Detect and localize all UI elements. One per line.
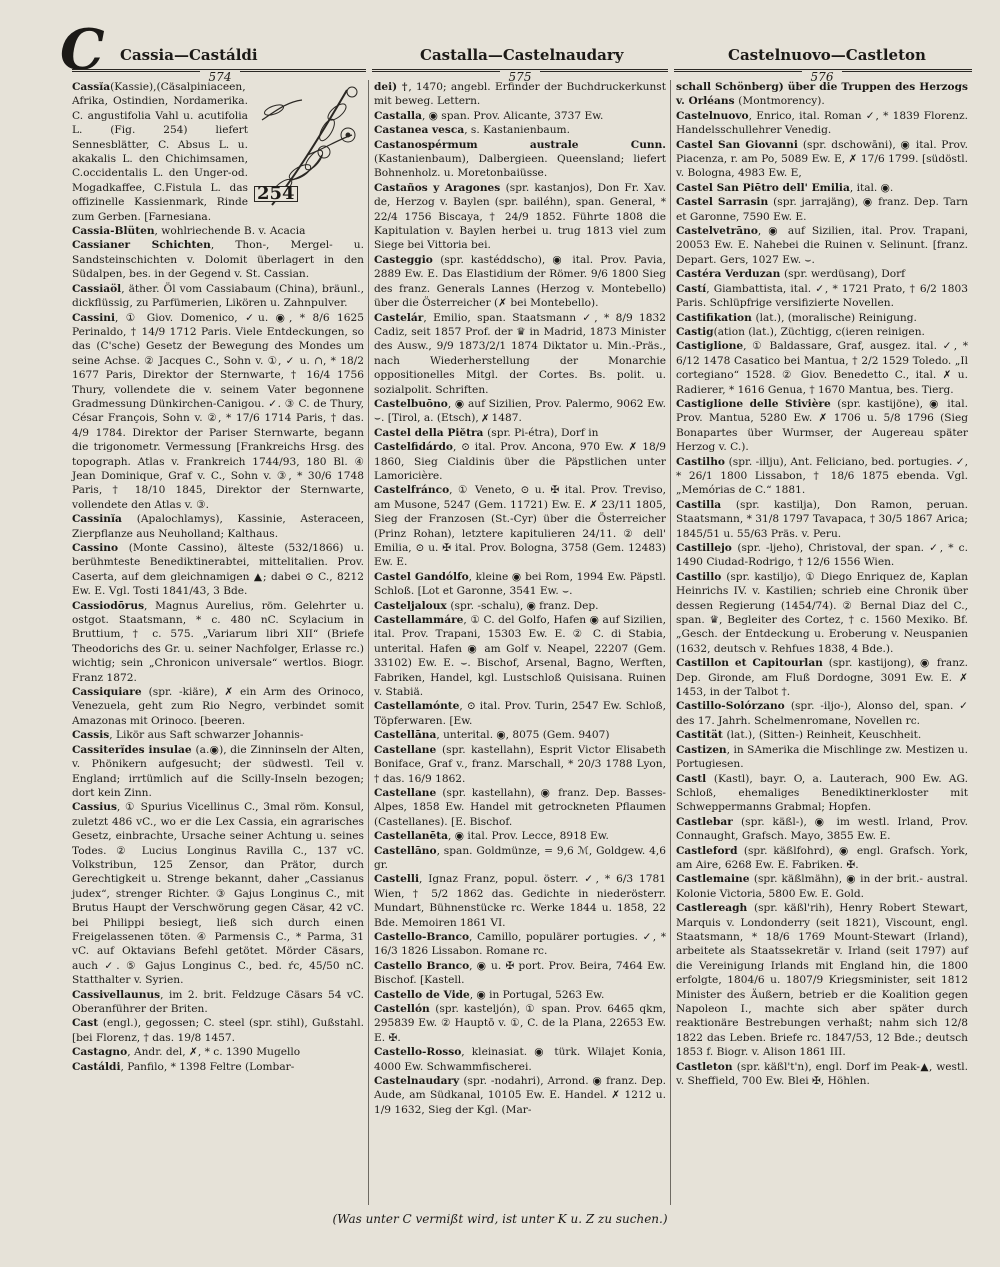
- entry-headword: Casteljaloux: [374, 599, 451, 612]
- entry-headword: Castellanēta: [374, 830, 449, 843]
- entry-headword: Castanospérmum australe Cunn.: [374, 138, 666, 151]
- dictionary-entry: Castellón (spr. kasteljón), ① span. Prov. 6465 qkm, 295839 Ew. ② Hauptō v. ①, C. de la Plana, 22653 Ew. E. ✠.: [374, 1003, 666, 1044]
- entry-headword: Cast: [72, 1017, 103, 1030]
- dictionary-entry: Castáldi, Panfilo, * 1398 Feltre (Lombar-: [72, 1060, 295, 1073]
- dictionary-entry: Castelbuōno, ◉ auf Sizilien, Prov. Palermo, 9062 Ew. ⌣. [Tirol, a. (Etsch), ✗ 1487.: [374, 397, 666, 425]
- entry-headword: Castellane: [374, 743, 443, 756]
- column-2-entries: [374, 80, 666, 1117]
- dictionary-entry: Castizen, in SAmerika die Mischlinge zw. Mestizen u. Portugiesen.: [676, 743, 968, 771]
- column-2: [374, 80, 666, 1117]
- dictionary-entry: Castifikation (lat.), (moralische) Reinigung.: [676, 311, 917, 324]
- entry-headword: Castellāno: [374, 844, 437, 857]
- dictionary-entry: Castel della Piĕtra (spr. Pi-étra), Dorf in: [374, 426, 599, 439]
- entry-headword: Castillon et Capitourlan: [676, 657, 829, 670]
- dictionary-entry: Castelli, Ignaz Franz, popul. österr. ✓, * 6/3 1781 Wien, † 5/2 1862 das. Gedichte in niederösterr. Mundart, Bühnenstücke rc. Werke 1844 u. 1858, 22 Bde. Memoiren 1861 VI.: [374, 873, 666, 929]
- column-header-2: Castalla—Castelnaudary: [420, 46, 624, 64]
- entry-headword: Castifikation: [676, 311, 756, 324]
- dictionary-entry: Castilla (spr. kastilja), Don Ramon, peruan. Staatsmann, * 31/8 1797 Tavapaca, † 30/5 1867 Arica; 1845/51 u. 55/63 Präs. v. Peru.: [676, 498, 968, 540]
- column-divider-1: [368, 80, 369, 1205]
- entry-headword: Castilho: [676, 455, 729, 468]
- dictionary-entry: Castello Branco, ◉ u. ✠ port. Prov. Beira, 7464 Ew. Bischof. [Kastell.: [374, 959, 666, 987]
- dictionary-entry: Castellammáre, ① C. del Golfo, Hafen ◉ auf Sizilien, ital. Prov. Trapani, 15303 Ew. E. ② C. di Stabia, unterital. Hafen ◉ am Golf v. Neapel, 22207 (Gem. 33102) Ew. E. ⌣. Bischof, Arsenal, Bagno, Werften, Fabriken, Handel, kgl. Lustschloß Quisisana. Ruinen v. Stabiä.: [374, 614, 666, 699]
- entry-headword: Castiglione: [676, 340, 744, 353]
- dictionary-entry: Castillo (spr. kastiljo), ① Diego Enriquez de, Kaplan Heinrichs IV. v. Kastilien; schrieb eine Chronik über dessen Regierung (1454/74). ② Bernal Diaz del C., span. ♛, Begleiter des Cortez, † c. 1560 Mexiko. Bf. „Gesch. der Entdeckung u. Eroberung v. Neuspanien (1632, deutsch v. Rehfues 1838, 4 Bde.).: [676, 570, 969, 655]
- dictionary-entry: Castello de Vide, ◉ in Portugal, 5263 Ew.: [374, 988, 605, 1001]
- column-1-entries: [72, 80, 364, 1074]
- column-header-1: Cassia—Castáldi: [120, 46, 258, 64]
- dictionary-entry: Castleton (spr. käßl't'n), engl. Dorf im Peak-▲, westl. v. Sheffield, 700 Ew. Blei ✠, Höhlen.: [676, 1060, 968, 1088]
- dictionary-entry: Cast (engl.), gegossen; C. steel (spr. stihl), Gußstahl. [bei Florenz, † das. 19/8 1457.: [72, 1017, 364, 1044]
- entry-headword: Cassivellaunus: [72, 988, 161, 1001]
- dictionary-entry: Castig(ation (lat.), Züchtigg, c(ieren reinigen.: [676, 325, 925, 338]
- entry-headword: Cassĭa: [72, 81, 111, 93]
- dictionary-entry: Castiglione delle Stivière (spr. kastijöne), ◉ ital. Prov. Mantua, 5280 Ew. ✗ 1706 u. 5/8 1796 (Sieg Bonapartes über Wurmser, der Augereau später Herzog v. C.).: [676, 397, 968, 454]
- entry-headword: Castelnaudary: [374, 1075, 464, 1088]
- dictionary-entry: Castillon et Capitourlan (spr. kastijong), ◉ franz. Dep. Gironde, am Fluß Dordogne, 3091 Ew. E. ✗ 1453, in der Talbot †.: [676, 657, 968, 699]
- dictionary-entry: Cassia-Blüten, wohlriechende B. v. Acacia: [72, 225, 306, 238]
- column-header-3: Castelnuovo—Castleton: [728, 46, 926, 64]
- entry-headword: Castéra Verduzan: [676, 268, 784, 281]
- entry-headword: Castagno: [72, 1046, 128, 1059]
- entry-headword: Castilla: [676, 498, 736, 511]
- dictionary-entry: Castagno, Andr. del, ✗, * c. 1390 Mugello: [72, 1046, 301, 1059]
- dictionary-entry: Castität (lat.), (Sitten-) Reinheit, Keuschheit.: [676, 729, 922, 742]
- dictionary-entry: Castellāno, span. Goldmünze, = 9,6 ℳ, Goldgew. 4,6 gr.: [374, 844, 666, 871]
- entry-headword: Cassianer Schichten: [72, 239, 211, 252]
- entry-headword: Castiglione delle Stivière: [676, 397, 838, 410]
- entry-headword: Castillejo: [676, 542, 738, 554]
- dictionary-entry: Castellane (spr. kastellahn), ◉ franz. Dep. Basses-Alpes, 1858 Ew. Handel mit getrockneten Pflaumen (Castellanes). [E. Bischof.: [374, 786, 666, 828]
- dictionary-entry: Castel Sarrasin (spr. jarrajäng), ◉ franz. Dep. Tarn et Garonne, 7590 Ew. E.: [676, 196, 968, 223]
- dictionary-entry: Castelfránco, ① Veneto, ⊙ u. ✠ ital. Prov. Treviso, am Musone, 5247 (Gem. 11721) Ew. E. ✗ 23/11 1805, Sieg der Franzosen (St.-Cyr) über die Österreicher (Prinz Rohan), letztere kapitulieren 24/11. ② dell' Emilia, ⊙ u. ✠ ital. Prov. Bologna, 3758 (Gem. 12483) Ew. E.: [374, 484, 666, 569]
- entry-headword: Castelfránco: [374, 484, 450, 497]
- entry-headword: Castizen: [676, 743, 727, 756]
- dictionary-entry: Castiglione, ① Baldassare, Graf, ausgez. ital. ✓, * 6/12 1478 Casatico bei Mantua, † 2/2 1529 Toledo. „Il cortegiano“ 1528. ② Giov. Benedetto C., ital. ✗ u. Radierer, * 1616 Genua, † 1670 Mantua, bes. Tierg.: [676, 340, 968, 396]
- dictionary-entry: Castellāna, unterital. ◉, 8075 (Gem. 9407): [374, 729, 610, 742]
- entry-headword: Castel San Piētro dell' Emilia: [676, 181, 850, 194]
- dictionary-entry: Castí, Giambattista, ital. ✓, * 1721 Prato, † 6/2 1803 Paris. Schlüpfrige versifizierte Novellen.: [676, 282, 968, 310]
- entry-headword: Castí: [676, 282, 707, 295]
- dictionary-entry: Castanospérmum australe Cunn. (Kastanienbaum), Dalbergieen. Queensland; liefert Bohnenholz. u. Moretonbaiüsse.: [374, 138, 666, 180]
- dictionary-entry: Casteljaloux (spr. -schalu), ◉ franz. Dep.: [374, 599, 599, 612]
- entry-headword: dei) †: [374, 81, 409, 93]
- column-3-entries: [676, 80, 968, 1088]
- entry-headword: Castillo-Solórzano: [676, 700, 791, 713]
- dictionary-entry: Cassis, Likör aus Saft schwarzer Johannis-: [72, 729, 304, 742]
- entry-headword: Castello-Branco: [374, 930, 470, 943]
- entry-headword: Castellón: [374, 1003, 436, 1015]
- cassia-plant-illustration: [252, 80, 364, 210]
- dictionary-entry: Castel Gandólfo, kleine ◉ bei Rom, 1994 Ew. Päpstl. Schloß. [Lot et Garonne, 3541 Ew. ⌣.: [374, 570, 666, 598]
- figure-number: 254: [254, 186, 298, 202]
- dictionary-entry: Cassivellaunus, im 2. brit. Feldzuge Cäsars 54 vC. Oberanführer der Briten.: [72, 988, 364, 1015]
- dictionary-entry: Castilho (spr. -illju), Ant. Feliciano, bed. portugies. ✓, * 26/1 1800 Lissabon, † 18/6 1875 ebenda. Vgl. „Memórias de C.“ 1881.: [676, 455, 968, 497]
- dictionary-entry: Castillejo (spr. -ljeho), Christoval, der span. ✓, * c. 1490 Ciudad-Rodrigo, † 12/6 1556 Wien.: [676, 542, 968, 569]
- entry-headword: Castellāna: [374, 729, 437, 742]
- page-footer-note: (Was unter C vermißt wird, ist unter K u. Z zu suchen.): [332, 1212, 668, 1226]
- entry-headword: Castalla: [374, 109, 422, 122]
- entry-headword: Castelli: [374, 873, 419, 886]
- entry-headword: Castelfidárdo: [374, 441, 453, 454]
- dictionary-entry: Cassiquiare (spr. -kiäre), ✗ ein Arm des Orinoco, Venezuela, geht zum Rio Negro, verbindet somit Amazonas mit Orinoco. [beeren.: [72, 686, 364, 727]
- dictionary-entry: Cassiaöl, äther. Öl vom Cassiabaum (China), bräunl., dickflüssig, zu Parfümerien, Likören u. Zahnpulver.: [72, 282, 364, 310]
- entry-headword: Castellammáre: [374, 614, 464, 627]
- entry-headword: Castáldi: [72, 1060, 121, 1073]
- entry-headword: Cassini: [72, 311, 115, 324]
- dictionary-entry: Cassini, ① Giov. Domenico, ✓u. ◉, * 8/6 1625 Perinaldo, † 14/9 1712 Paris. Viele Entdeckungen, so das (C'sche) Gesetz der Bewegung des Mondes um seine Achse. ② Jacques C., Sohn v. ①, ✓ u. ∩, * 18/2 1677 Paris, Direktor der Sternwarte, † 16/4 1756 Thury, vollendete die v. seinem Vater begonnene Gradmessung Dünkirchen-Canigou. ✓. ③ C. de Thury, César François, Sohn v. ②, * 17/6 1714 Paris, † das. 4/9 1784. Direktor der Pariser Sternwarte, begann die trigonometr. Vermessung [Frankreichs Hrsg. des topograph. Atlas v. Frankreich 1744/93, 180 Bl. ④ Jean Dominique, Graf v. C., Sohn v. ③, * 30/6 1748 Paris, † 18/10 1845, Direktor der Sternwarte, vollendete den Atlas v. ③.: [72, 311, 364, 511]
- dictionary-entry: Castlemaine (spr. käßlmähn), ◉ in der brit.- austral. Kolonie Victoria, 5800 Ew. E. Gold.: [676, 873, 968, 900]
- dictionary-entry: Castl (Kastl), bayr. O, a. Lauterach, 900 Ew. AG. Schloß, ehemaliges Benediktinerkloster mit Schweppermanns Grabmal; Hopfen.: [676, 772, 969, 814]
- dictionary-entry: Casteggio (spr. kastéddscho), ◉ ital. Prov. Pavia, 2889 Ew. E. Das Elastidium der Römer. 9/6 1800 Sieg des franz. Generals Lannes (Herzog v. Montebello) über die Österreicher (✗ bei Montebello).: [374, 253, 666, 310]
- dictionary-entry: Castello-Rosso, kleinasiat. ◉ türk. Wilajet Konia, 4000 Ew. Schwammfischerei.: [374, 1046, 666, 1073]
- page-number-3: 576: [802, 70, 842, 84]
- entry-headword: Castlebar: [676, 815, 742, 828]
- entry-headword: Castleton: [676, 1060, 737, 1073]
- entry-headword: Castität: [676, 729, 727, 742]
- entry-headword: Castello Branco: [374, 959, 470, 972]
- dictionary-entry: Cassinĭa (Apalochlamys), Kassinie, Asteraceen, Zierpflanze aus Neuholland; Kalthaus.: [72, 513, 364, 540]
- entry-headword: Castanea vesca: [374, 124, 465, 137]
- entry-headword: Castaños y Aragones: [374, 181, 506, 194]
- dictionary-entry: Castalla, ◉ span. Prov. Alicante, 3737 Ew.: [374, 109, 604, 122]
- dictionary-entry: Castlereagh (spr. käßl'rih), Henry Robert Stewart, Marquis v. Londonderry (seit 1821), Viscount, engl. Staatsmann, * 18/6 1769 Mount-Stewart (Irland), arbeitete als Staatssekretär v. Irland (seit 1797) auf die Vereinigung Irlands mit England hin, die 1800 erfolgte, 1804/6 u. 1807/9 Kriegsminister, seit 1812 Minister des Äußern, betrieb er die Koalition gegen Napoleon I., machte sich aber später durch reaktionäre Bestrebungen verhaßt; nahm sich 12/8 1822 das Leben. Briefe rc. 1847/53, 12 Bde.; deutsch 1853 f. Biogr. v. Alison 1861 III.: [676, 902, 968, 1059]
- entry-headword: Castello de Vide: [374, 988, 470, 1001]
- entry-headword: Cassino: [72, 542, 129, 554]
- page-number-1: 574: [200, 70, 240, 84]
- dictionary-entry: Castel San Giovanni (spr. dschowāni), ◉ ital. Prov. Piacenza, r. am Po, 5089 Ew. E, ✗ 17/6 1799. [südöstl. v. Bologna, 4983 Ew. E,: [676, 138, 968, 180]
- entry-headword: Castleford: [676, 844, 744, 857]
- section-initial-letter: C: [60, 17, 105, 83]
- dictionary-entry: Castillo-Solórzano (spr. -iljo-), Alonso del, span. ✓ des 17. Jahrh. Schelmenromane, Novellen rc.: [676, 700, 968, 727]
- entry-headword: Cassiodōrus: [72, 599, 145, 612]
- dictionary-entry: Castleford (spr. käßlfohrd), ◉ engl. Grafsch. York, am Aire, 6268 Ew. E. Fabriken. ✠.: [676, 844, 968, 871]
- dictionary-entry: Castaños y Aragones (spr. kastanjos), Don Fr. Xav. de, Herzog v. Baylen (spr. bailéhn), span. General, * 22/4 1756 Biscaya, † 24/9 1852. Führte 1808 die Kapitulation v. Baylen herbei u. trug 1813 viel zum Siege bei Vittoria bei.: [374, 181, 666, 252]
- dictionary-entry: Cassiterĭdes insulae (a.◉), die Zinninseln der Alten, v. Phönikern aufgesucht; der südwestl. Teil v. England; irrtümlich auf die Scilly-Inseln bezogen; dort kein Zinn.: [72, 743, 364, 799]
- entry-headword: schall Schönberg) über die Truppen des Herzogs v. Orléans: [676, 81, 968, 108]
- page-number-2: 575: [500, 70, 540, 84]
- entry-headword: Cassinĭa: [72, 513, 137, 526]
- dictionary-entry: Castelfidárdo, ⊙ ital. Prov. Ancona, 970 Ew. ✗ 18/9 1860, Sieg Cialdinis über die Päpstlichen unter Lamoricière.: [374, 441, 666, 482]
- dictionary-entry: Castelnaudary (spr. -nodahri), Arrond. ◉ franz. Dep. Aude, am Südkanal, 10105 Ew. E. Handel. ✗ 1212 u. 1/9 1632, Sieg der Kgl. (Mar-: [374, 1075, 666, 1116]
- entry-headword: Cassiterĭdes insulae: [72, 743, 196, 756]
- column-3: [676, 80, 968, 1088]
- entry-headword: Cassiaöl: [72, 282, 122, 295]
- dictionary-entry: Castanea vesca, s. Kastanienbaum.: [374, 124, 570, 137]
- dictionary-entry: Cassĭa(Kassie),(Cäsalpiniaceen, Afrika, Ostindien, Nordamerika. C. angustifolia Vahl u. acutifolia L. (Fig. 254) liefert Sennesblätter, C. Absus L. u. akakalis L. den Chichimsamen, C.occidentalis L. den Unger-od. Mogadkaffee, C.Fistula L. das offizinelle Kassienmark, Rinde zum Gerben. [Farnesiana.: [72, 81, 248, 223]
- dictionary-entry: Castellanēta, ◉ ital. Prov. Lecce, 8918 Ew.: [374, 830, 609, 843]
- entry-headword: Castellamónte: [374, 700, 460, 713]
- column-1: [72, 80, 364, 1074]
- dictionary-entry: Cassino (Monte Cassino), älteste (532/1866) u. berühmteste Benediktinerabtei, mittelitalien. Prov. Caserta, auf dem gleichnamigen ▲; dabei ⊙ C., 8212 Ew. E. Vgl. Tosti 1841/43, 3 Bde.: [72, 542, 364, 598]
- dictionary-entry: Castellane (spr. kastellahn), Esprit Victor Elisabeth Boniface, Graf v., franz. Marschall, * 20/3 1788 Lyon, † das. 16/9 1862.: [374, 743, 667, 785]
- entry-headword: Castlereagh: [676, 902, 754, 915]
- dictionary-entry: Castelvetrāno, ◉ auf Sizilien, ital. Prov. Trapani, 20053 Ew. E. Nahebei die Ruinen v. Selinunt. [franz. Depart. Gers, 1027 Ew. ⌣.: [676, 225, 968, 266]
- dictionary-entry: schall Schönberg) über die Truppen des Herzogs v. Orléans (Montmorency).: [676, 81, 968, 108]
- entry-headword: Castelvetrāno: [676, 225, 758, 238]
- dictionary-entry: Castellamónte, ⊙ ital. Prov. Turin, 2547 Ew. Schloß, Töpferwaren. [Ew.: [374, 700, 666, 727]
- dictionary-entry: dei) †, 1470; angebl. Erfinder der Buchdruckerkunst mit beweg. Lettern.: [374, 81, 666, 108]
- entry-headword: Castl: [676, 772, 714, 785]
- entry-headword: Cassis: [72, 729, 110, 742]
- entry-headword: Cassia-Blüten: [72, 225, 155, 238]
- dictionary-entry: Castel San Piētro dell' Emilia, ital. ◉.: [676, 181, 894, 194]
- entry-headword: Castel San Giovanni: [676, 138, 803, 151]
- entry-headword: Castel Gandólfo: [374, 570, 469, 583]
- dictionary-entry: Castlebar (spr. käßl-), ◉ im westl. Irland, Prov. Connaught, Grafsch. Mayo, 3855 Ew. E.: [676, 815, 968, 843]
- dictionary-entry: Castéra Verduzan (spr. werdüsang), Dorf: [676, 268, 906, 281]
- dictionary-entry: Cassius, ① Spurius Vicellinus C., 3mal röm. Konsul, zuletzt 486 vC., wo er die Lex Cassia, ein agrarisches Gesetz, einbrachte, Ursache seiner Achtung u. seines Todes. ② Lucius Longinus Ravilla C., 137 vC. Volkstribun, 125 Zensor, dan Prätor, durch Gerechtigkeit u. Strenge bekannt, daher „Cassianus judex“, strenger Richter. ③ Gajus Longinus C., mit Brutus Haupt der Verschwörung gegen Cäsar, 42 vC. bei Philippi besiegt, ließ sich durch einen Freigelassenen töten. ④ Parmensis C., * Parma, 31 vC. auf Oktavians Befehl getötet. Mörder Cäsars, auch ✓. ⑤ Gajus Longinus C., bed. ŕc, 45/50 nC. Statthalter v. Syrien.: [72, 801, 364, 987]
- entry-headword: Castlemaine: [676, 873, 754, 886]
- entry-headword: Castel della Piĕtra: [374, 426, 488, 439]
- dictionary-entry: Castelnuovo, Enrico, ital. Roman ✓, * 1839 Florenz. Handelsschullehrer Venedig.: [676, 109, 968, 137]
- entry-headword: Castello-Rosso: [374, 1046, 462, 1059]
- entry-headword: Castelár: [374, 311, 424, 324]
- entry-headword: Castellane: [374, 786, 443, 799]
- entry-headword: Casteggio: [374, 253, 441, 266]
- entry-headword: Castelbuōno: [374, 397, 448, 410]
- entry-headword: Castillo: [676, 570, 727, 583]
- entry-headword: Cassiquiare: [72, 686, 149, 699]
- entry-headword: Castig: [676, 325, 714, 338]
- dictionary-entry: Cassianer Schichten, Thon-, Mergel- u. Sandsteinschichten v. Dolomit überlagert in den Südalpen, bes. in der Gegend v. St. Cassian.: [72, 239, 365, 281]
- dictionary-entry: Castelár, Emilio, span. Staatsmann ✓, * 8/9 1832 Cadiz, seit 1857 Prof. der ♛ in Madrid, 1873 Minister des Ausw., 9/9 1873/2/1 1874 Diktator u. Min.-Präs., nach Wiederherstellung der Monarchie oppositionelles Mitgl. der Cortes. Bs. polit. u. sozialpolit. Schriften.: [374, 311, 666, 396]
- entry-headword: Castelnuovo: [676, 109, 749, 122]
- dictionary-entry: Castello-Branco, Camillo, populärer portugies. ✓, * 16/3 1826 Lissabon. Romane rc.: [374, 930, 666, 958]
- column-divider-2: [670, 80, 671, 1205]
- entry-headword: Castel Sarrasin: [676, 196, 774, 209]
- entry-headword: Cassius: [72, 801, 117, 814]
- dictionary-entry: Cassiodōrus, Magnus Aurelius, röm. Gelehrter u. ostgot. Staatsmann, * c. 480 nC. Scylacium in Bruttium, † c. 575. „Variarum libri XII“ (Briefe Theodorichs des Gr. u. seiner Nachfolger, Erlasse rc.) wichtig; sein „Chronicon universale“ wertlos. Biogr. Franz 1872.: [72, 599, 364, 684]
